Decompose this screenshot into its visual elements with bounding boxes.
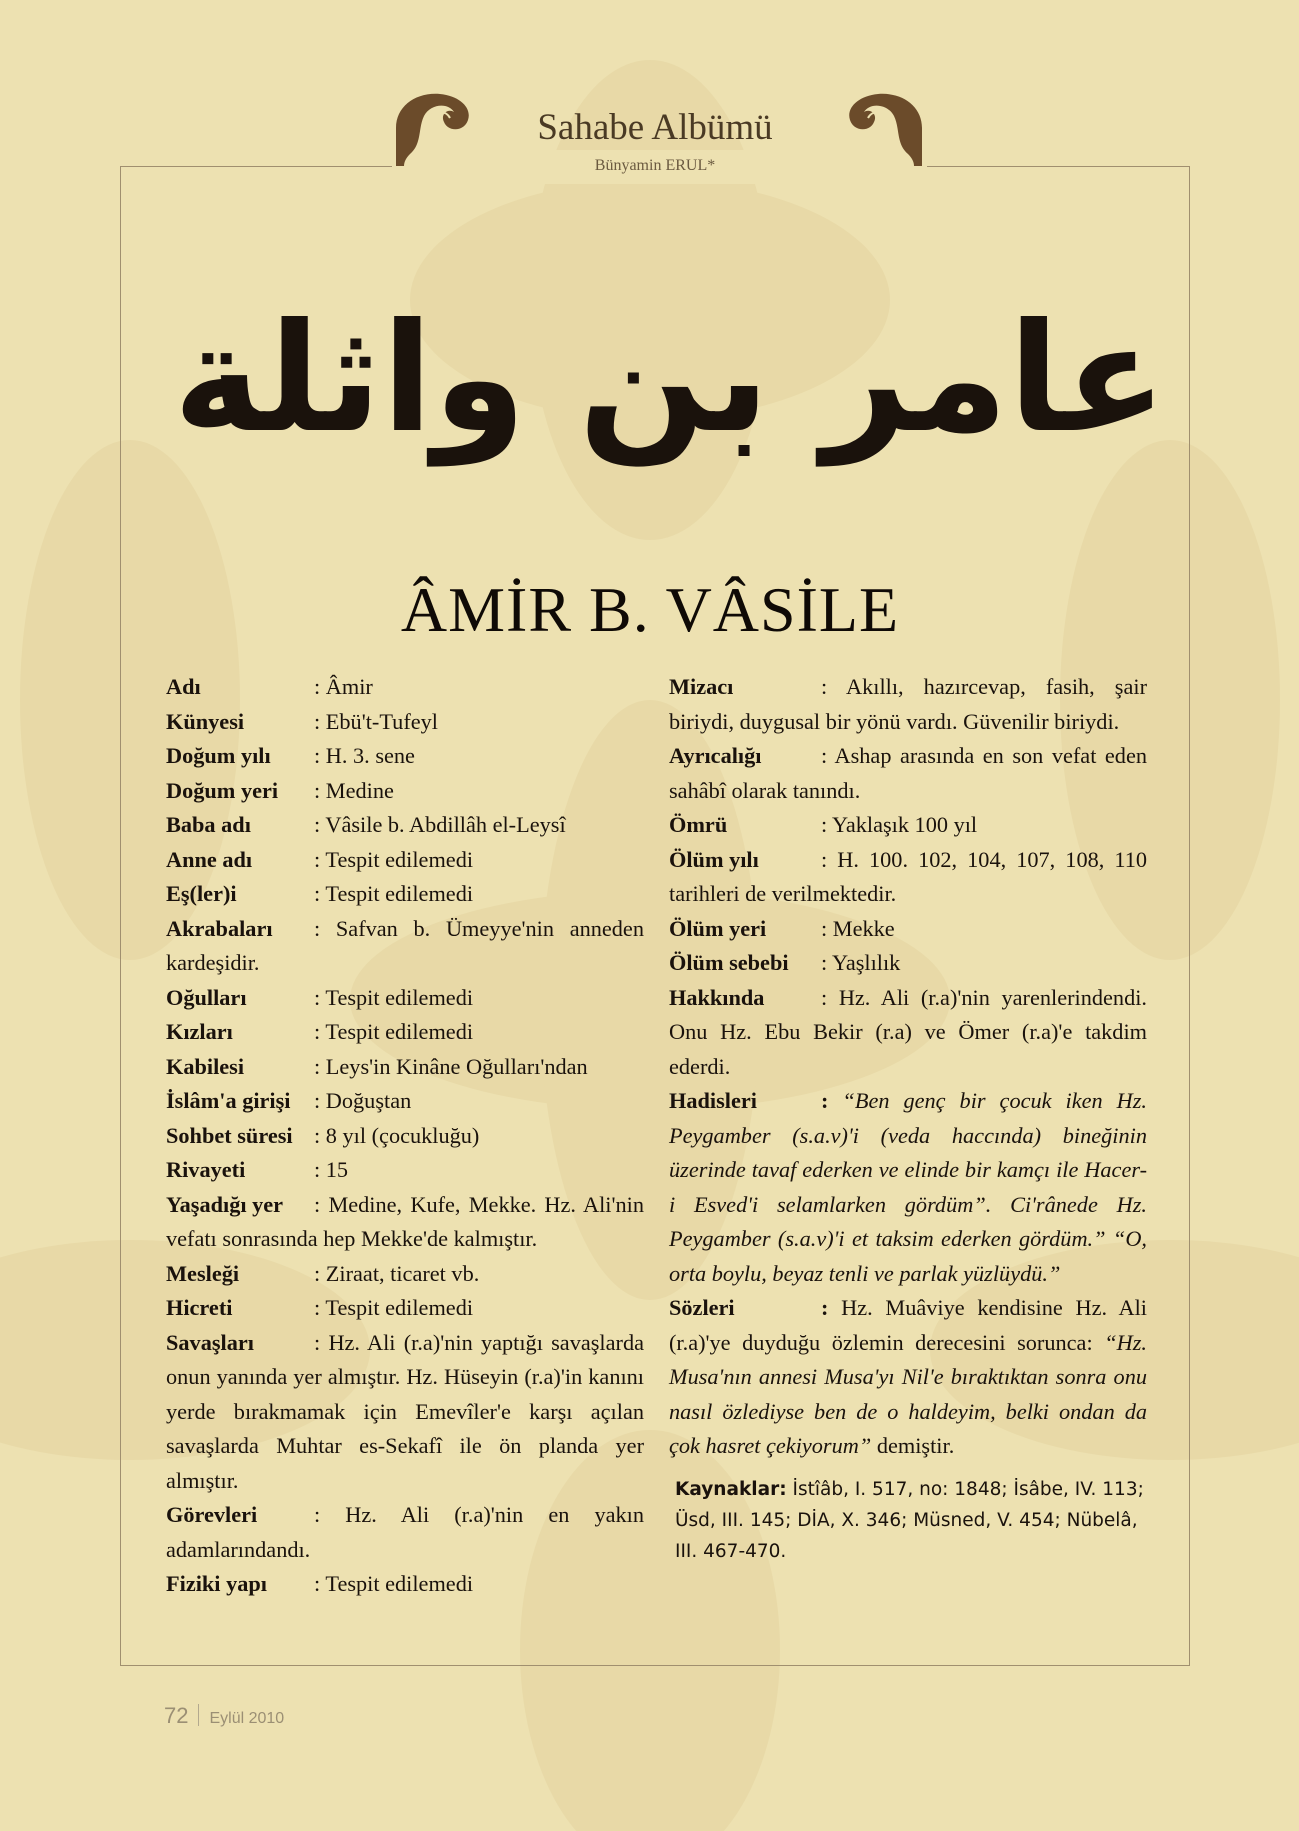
info-row-yasadigi-yer: Yaşadığı yer : Medine, Kufe, Mekke. Hz. Ali'nin vefatı sonrasında hep Mekke'de kalmıştır.	[166, 1191, 644, 1251]
info-row-kabilesi: Kabilesi : Leys'in Kinâne Oğulları'ndan	[166, 1053, 588, 1079]
info-row-gorevleri: Görevleri : Hz. Ali (r.a)'nin en yakın adamlarındandı.	[166, 1502, 644, 1562]
sources-text: İstîâb, I. 517, no: 1848; İsâbe, IV. 113; Üsd, III. 145; DİA, X. 346; Müsned, V. 454; Nübelâ, III. 467-470.	[675, 1478, 1144, 1562]
info-row-rivayeti: Rivayeti : 15	[166, 1157, 349, 1182]
info-row-hadisleri: Hadisleri : “Ben genç bir çocuk iken Hz. Peygamber (s.a.v)'i (veda haccında) bineğinin üzerinde tavaf ederken ve elinde bir kamçı ile Hacer-i Esved'i selamlarken gördüm”. Ci'rânede Hz. Peygamber (s.a.v)'i et taksim ederken gördüm.” “O, orta boylu, beyaz tenli ve parlak yüzlüydü.”	[669, 1088, 1147, 1286]
info-row-sozleri: Sözleri : Hz. Muâviye kendisine Hz. Ali (r.a)'ye duyduğu özlemin derecesini sorunca: “Hz. Musa'nın annesi Musa'yı Nil'e bıraktıktan sonra onu nasıl özlediyse ben de o haldeyim, belki ondan da çok hasret çekiyorum” demiştir.	[669, 1295, 1147, 1458]
info-row-olum-yili: Ölüm yılı : H. 100. 102, 104, 107, 108, 110 tarihleri de verilmektedir.	[669, 846, 1147, 906]
info-row-islama-girisi: İslâm'a girişi : Doğuştan	[166, 1088, 412, 1113]
info-row-adi: Adı : Âmir	[166, 674, 373, 699]
info-row-akrabalari: Akrabaları : Safvan b. Ümeyye'nin anneden kardeşidir.	[166, 915, 644, 975]
info-row-fiziki-yapi: Fiziki yapı : Tespit edilemedi	[166, 1571, 474, 1596]
right-info-column	[669, 670, 1147, 1567]
info-row-olum-yeri: Ölüm yeri : Mekke	[669, 915, 895, 941]
info-row-hicreti: Hicreti : Tespit edilemedi	[166, 1295, 474, 1320]
issue-date: Eylül 2010	[209, 1710, 285, 1727]
info-row-mizaci: Mizacı : Akıllı, hazırcevap, fasih, şair biriydi, duygusal bir yönü vardı. Güvenilir biriydi.	[669, 674, 1147, 734]
author-name: Bünyamin ERUL*	[594, 157, 716, 174]
left-info-column	[166, 670, 644, 1602]
page-title: ÂMİR B. VÂSİLE	[400, 574, 900, 645]
info-row-kizlari: Kızları : Tespit edilemedi	[166, 1019, 474, 1044]
info-row-olum-sebebi: Ölüm sebebi : Yaşlılık	[669, 950, 901, 975]
info-row-ayricaligi: Ayrıcalığı : Ashap arasında en son vefat eden sahâbî olarak tanındı.	[669, 743, 1147, 803]
info-row-kunyesi: Künyesi : Ebü't-Tufeyl	[166, 708, 438, 734]
info-row-omru: Ömrü : Yaklaşık 100 yıl	[669, 812, 978, 837]
info-row-baba-adi: Baba adı : Vâsile b. Abdillâh el-Leysî	[166, 812, 566, 837]
arabic-calligraphy	[173, 255, 1167, 505]
page-number: 72	[164, 1703, 189, 1728]
info-row-dogum-yeri: Doğum yeri : Medine	[166, 777, 394, 803]
info-row-anne-adi: Anne adı : Tespit edilemedi	[166, 846, 474, 872]
section-title: Sahabe Albümü	[537, 107, 773, 148]
info-row-sohbet-suresi: Sohbet süresi : 8 yıl (çocukluğu)	[166, 1122, 480, 1148]
calligraphy-text: عامر بن واثلة	[173, 292, 1167, 466]
info-row-dogum-yili: Doğum yılı : H. 3. sene	[166, 743, 415, 768]
info-row-ogullari: Oğulları : Tespit edilemedi	[166, 984, 474, 1010]
sources	[675, 1474, 1147, 1567]
info-row-meslegi: Mesleği : Ziraat, ticaret vb.	[166, 1260, 480, 1286]
sources-label: Kaynaklar:	[675, 1478, 787, 1500]
footer-divider	[198, 1704, 199, 1726]
info-row-esleri: Eş(ler)i : Tespit edilemedi	[166, 881, 474, 906]
page-footer	[164, 1703, 284, 1729]
info-row-hakkinda: Hakkında : Hz. Ali (r.a)'nin yarenlerindendi. Onu Hz. Ebu Bekir (r.a) ve Ömer (r.a)'e takdim ederdi.	[669, 984, 1147, 1079]
info-row-savaslari: Savaşları : Hz. Ali (r.a)'nin yaptığı savaşlarda onun yanında yer almıştır. Hz. Hüseyin (r.a)'in kanını yerde bırakmamak için Emevîler'e karşı açılan savaşlarda Muhtar es-Sekafî ile ön planda yer almıştır.	[166, 1329, 644, 1493]
